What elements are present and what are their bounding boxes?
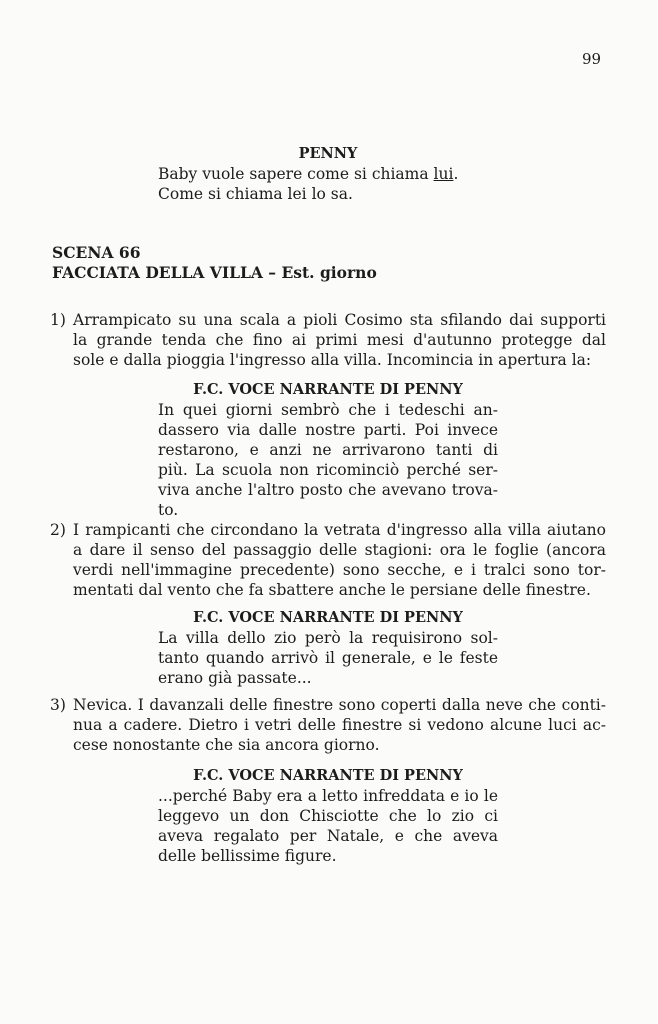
text-line: I rampicanti che circondano la vetrata d'ingresso alla villa aiutano [73,521,606,539]
text-line: restarono, e anzi ne arrivarono tanti di [158,441,498,459]
dialogue-line [158,164,498,184]
text-line: aveva regalato per Natale, e che aveva [158,827,498,845]
speaker-name: F.C. VOCE NARRANTE DI PENNY [193,767,463,784]
text-line: In quei giorni sembrò che i tedeschi an- [158,401,498,419]
text-line: leggevo un don Chisciotte che lo zio ci [158,807,498,825]
action-item-2 [50,520,606,602]
text-line: più. La scuola non ricominciò perché ser- [158,461,498,479]
text-line: mentati dal vento che fa sbattere anche le persiane delle finestre. [73,581,591,599]
text-line: nua a cadere. Dietro i vetri delle finestre si vedono alcune luci ac- [73,716,606,734]
text-line: Nevica. I davanzali delle finestre sono coperti dalla neve che conti- [73,696,606,714]
dialogue-punctuation: . [453,165,459,183]
text-line: sole e dalla pioggia l'ingresso alla villa. Incomincia in apertura la: [73,351,592,369]
scene-heading [52,243,377,283]
text-line: dassero via dalle nostre parti. Poi invece [158,421,498,439]
text-line: a dare il senso del passaggio delle stagioni: ora le foglie (ancora [73,541,606,559]
dialogue-text: Baby vuole sapere come si chiama [158,165,434,183]
scene-number: SCENA 66 [52,243,141,262]
text-line: la grande tenda che fino ai primi mesi d'autunno protegge dal [73,331,606,349]
voiceover-3 [158,766,498,866]
text-line: to. [158,501,179,519]
text-line: La villa dello zio però la requisirono sol- [158,629,498,647]
voiceover-2 [158,608,498,688]
speaker-name: F.C. VOCE NARRANTE DI PENNY [193,609,463,626]
action-item-1 [50,310,606,372]
action-item-3 [50,695,606,757]
item-text [73,310,606,370]
item-number: 2) [50,521,66,539]
speaker-name: F.C. VOCE NARRANTE DI PENNY [193,381,463,398]
text-line: Arrampicato su una scala a pioli Cosimo sta sfilando dai supporti [73,311,606,329]
item-number: 1) [50,311,66,329]
text-line: cese nonostante che sia ancora giorno. [73,736,380,754]
text-line: tanto quando arrivò il generale, e le feste [158,649,498,667]
text-line: delle bellissime figure. [158,847,337,865]
page-number: 99 [582,50,602,68]
voiceover-1 [158,380,498,520]
dialogue-penny [158,144,498,204]
text-line: erano già passate... [158,669,312,687]
item-text [73,520,606,600]
item-text [73,695,606,755]
text-line: viva anche l'altro posto che avevano trova- [158,481,498,499]
item-number: 3) [50,696,66,714]
dialogue-underlined-word: lui [433,165,454,183]
scene-location: FACCIATA DELLA VILLA – Est. giorno [52,263,377,282]
speaker-name: PENNY [298,145,358,162]
text-line: ...perché Baby era a letto infreddata e io le [158,787,498,805]
dialogue-line: Come si chiama lei lo sa. [158,185,353,203]
text-line: verdi nell'immagine precedente) sono secche, e i tralci sono tor- [73,561,606,579]
